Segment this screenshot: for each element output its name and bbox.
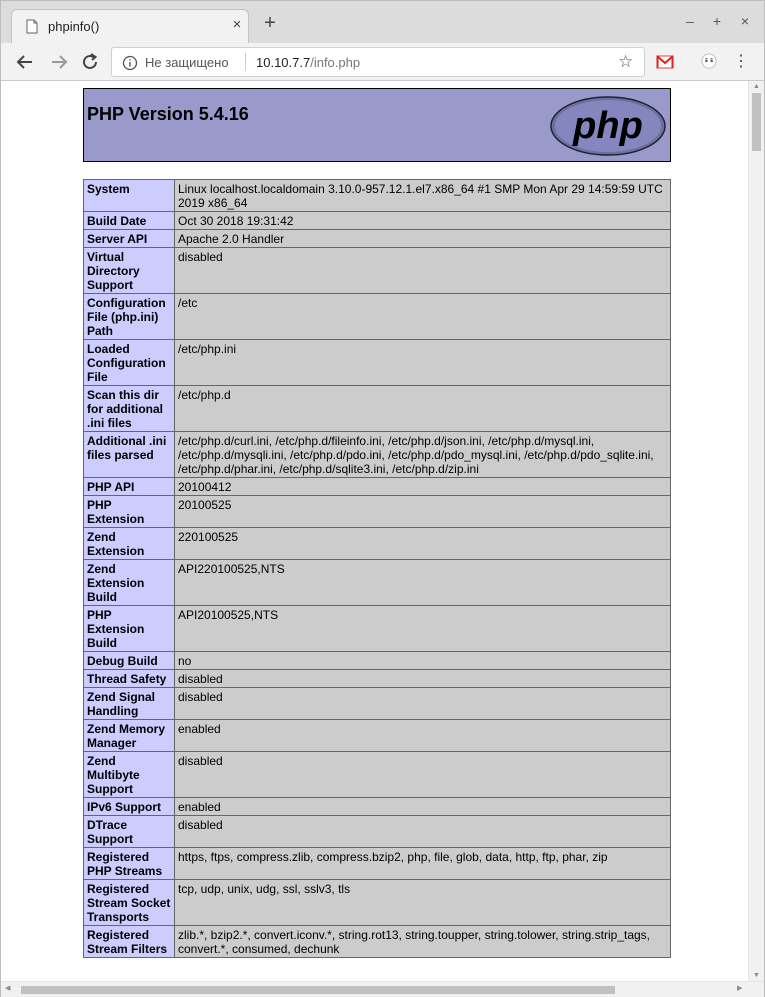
config-key: Server API: [84, 230, 175, 248]
reload-icon[interactable]: [78, 50, 102, 74]
config-value: /etc/php.ini: [175, 340, 671, 386]
config-key: PHP Extension: [84, 496, 175, 528]
config-key: Zend Signal Handling: [84, 688, 175, 720]
minimize-icon[interactable]: –: [686, 13, 694, 29]
horizontal-scroll-thumb[interactable]: [21, 986, 615, 994]
table-row: [84, 798, 671, 816]
table-row: [84, 606, 671, 652]
scroll-down-icon[interactable]: ▼: [753, 972, 760, 979]
config-value: Linux localhost.localdomain 3.10.0-957.12.1.el7.x86_64 #1 SMP Mon Apr 29 14:59:59 UTC 2019 x86_64: [175, 180, 671, 212]
table-row: [84, 230, 671, 248]
config-key: Zend Extension Build: [84, 560, 175, 606]
table-row: [84, 752, 671, 798]
table-row: [84, 560, 671, 606]
config-value: disabled: [175, 688, 671, 720]
config-value: Apache 2.0 Handler: [175, 230, 671, 248]
config-value: API220100525,NTS: [175, 560, 671, 606]
tab-strip: [1, 1, 764, 43]
php-header: [83, 88, 671, 162]
config-key: Thread Safety: [84, 670, 175, 688]
php-logo-text: php: [573, 105, 643, 147]
config-key: Zend Multibyte Support: [84, 752, 175, 798]
php-logo: [549, 95, 667, 157]
forward-icon[interactable]: [47, 50, 71, 74]
table-row: [84, 816, 671, 848]
config-value: no: [175, 652, 671, 670]
config-key: Scan this dir for additional .ini files: [84, 386, 175, 432]
table-row: [84, 528, 671, 560]
config-key: Debug Build: [84, 652, 175, 670]
table-row: [84, 340, 671, 386]
config-value: 20100525: [175, 496, 671, 528]
page-title: PHP Version 5.4.16: [87, 104, 249, 124]
horizontal-scrollbar[interactable]: [1, 981, 764, 997]
table-row: [84, 212, 671, 230]
config-key: PHP Extension Build: [84, 606, 175, 652]
config-value: /etc/php.d/curl.ini, /etc/php.d/fileinfo.ini, /etc/php.d/json.ini, /etc/php.d/mysql.ini, /etc/php.d/mysqli.ini, /etc/php.d/pdo.ini, /etc/php.d/pdo_mysql.ini, /etc/php.d/pdo_sqlite.ini, /etc/php.d/phar.ini, /etc/php.d/sqlite3.ini, /etc/php.d/zip.ini: [175, 432, 671, 478]
url-path: /info.php: [310, 55, 361, 70]
config-key: Virtual Directory Support: [84, 248, 175, 294]
config-key: IPv6 Support: [84, 798, 175, 816]
star-icon[interactable]: ☆: [618, 52, 634, 71]
table-row: [84, 248, 671, 294]
back-icon[interactable]: [13, 50, 37, 74]
config-key: Build Date: [84, 212, 175, 230]
url-divider: [245, 53, 246, 71]
config-key: Zend Memory Manager: [84, 720, 175, 752]
config-value: tcp, udp, unix, udg, ssl, sslv3, tls: [175, 880, 671, 926]
config-key: Configuration File (php.ini) Path: [84, 294, 175, 340]
new-tab-button[interactable]: +: [264, 12, 276, 34]
php-config-table: [83, 179, 671, 958]
table-row: [84, 848, 671, 880]
vertical-scroll-thumb[interactable]: [752, 93, 761, 151]
config-value: enabled: [175, 720, 671, 752]
address-bar[interactable]: [111, 47, 645, 77]
url-text[interactable]: [256, 55, 360, 70]
vertical-scrollbar[interactable]: [748, 81, 764, 981]
config-value: disabled: [175, 752, 671, 798]
extension-icon[interactable]: [700, 53, 718, 69]
config-value: 220100525: [175, 528, 671, 560]
config-value: Oct 30 2018 19:31:42: [175, 212, 671, 230]
table-row: [84, 720, 671, 752]
config-value: API20100525,NTS: [175, 606, 671, 652]
scroll-right-icon[interactable]: ▶: [737, 985, 743, 992]
config-key: PHP API: [84, 478, 175, 496]
close-tab-icon[interactable]: ×: [232, 16, 242, 33]
table-row: [84, 180, 671, 212]
config-key: System: [84, 180, 175, 212]
config-key: DTrace Support: [84, 816, 175, 848]
config-key: Registered Stream Socket Transports: [84, 880, 175, 926]
table-row: [84, 432, 671, 478]
security-status[interactable]: Не защищено: [145, 55, 229, 70]
config-value: disabled: [175, 248, 671, 294]
menu-icon[interactable]: ⋮: [733, 53, 749, 70]
browser-toolbar: [1, 43, 764, 81]
config-value: zlib.*, bzip2.*, convert.iconv.*, string.rot13, string.toupper, string.tolower, string.strip_tags, convert.*, consumed, dechunk: [175, 926, 671, 958]
info-icon[interactable]: [122, 55, 138, 71]
table-row: [84, 652, 671, 670]
table-row: [84, 926, 671, 958]
url-host: 10.10.7.7: [256, 55, 311, 70]
config-key: Loaded Configuration File: [84, 340, 175, 386]
config-key: Additional .ini files parsed: [84, 432, 175, 478]
table-row: [84, 496, 671, 528]
table-row: [84, 688, 671, 720]
table-row: [84, 880, 671, 926]
config-value: disabled: [175, 816, 671, 848]
page-viewport: [1, 81, 764, 997]
config-key: Registered Stream Filters: [84, 926, 175, 958]
maximize-icon[interactable]: +: [712, 13, 722, 29]
scroll-left-icon[interactable]: ◀: [5, 985, 11, 992]
config-key: Registered PHP Streams: [84, 848, 175, 880]
gmail-icon[interactable]: [656, 54, 674, 70]
config-value: https, ftps, compress.zlib, compress.bzip2, php, file, glob, data, http, ftp, phar, zip: [175, 848, 671, 880]
tab-phpinfo[interactable]: [11, 9, 249, 43]
config-value: /etc: [175, 294, 671, 340]
config-key: Zend Extension: [84, 528, 175, 560]
config-value: /etc/php.d: [175, 386, 671, 432]
table-row: [84, 478, 671, 496]
tab-title: phpinfo(): [48, 19, 100, 34]
scroll-up-icon[interactable]: ▲: [753, 83, 760, 90]
config-value: enabled: [175, 798, 671, 816]
table-row: [84, 386, 671, 432]
page-icon: [26, 19, 38, 34]
config-value: 20100412: [175, 478, 671, 496]
table-row: [84, 670, 671, 688]
config-value: disabled: [175, 670, 671, 688]
table-row: [84, 294, 671, 340]
close-window-icon[interactable]: ×: [740, 13, 750, 29]
